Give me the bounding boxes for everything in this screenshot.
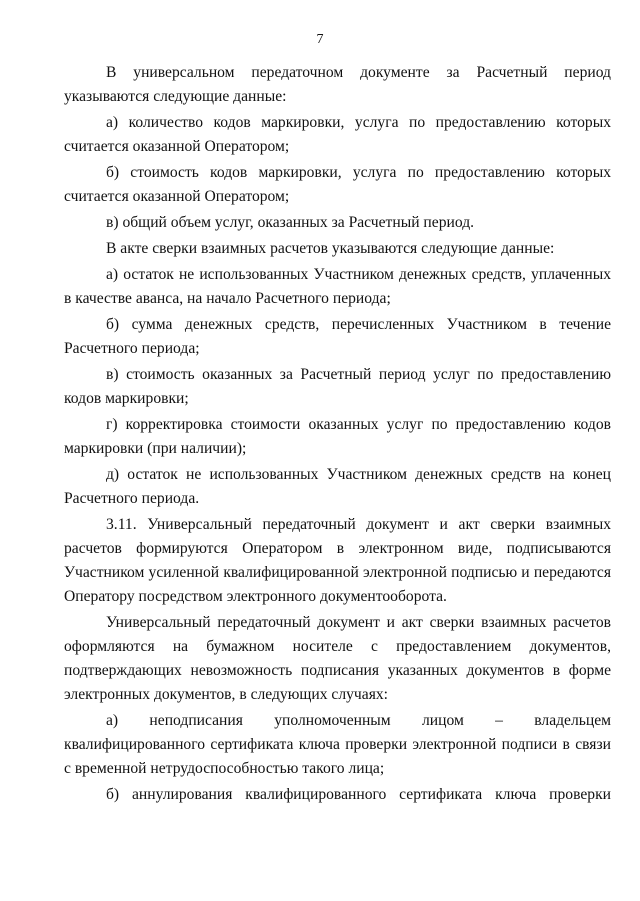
paragraph-clause-3-11: 3.11. Универсальный передаточный документ и акт сверки взаимных расчетов формируются Оператором в электронном виде, подписываются Участником усиленной квалифицированной электронной подписью и передаются Оператору посредством электронного документооборота. xyxy=(64,516,611,605)
paragraph-paper-form-item-a: а) неподписания уполномоченным лицом – владельцем квалифицированного сертификата ключа проверки электронной подписи в связи с временной нетрудоспособностью такого лица; xyxy=(64,712,611,777)
document-body xyxy=(64,61,611,807)
paragraph-reconciliation-item-d: д) остаток не использованных Участником денежных средств на конец Расчетного периода. xyxy=(64,466,611,507)
paragraph-upd-item-a: а) количество кодов маркировки, услуга по предоставлению которых считается оказанной Оператором; xyxy=(64,114,611,155)
page-number: 7 xyxy=(316,32,324,47)
paragraph-upd-item-b: б) стоимость кодов маркировки, услуга по предоставлению которых считается оказанной Оператором; xyxy=(64,164,611,205)
paragraph-reconciliation-item-g: г) корректировка стоимости оказанных услуг по предоставлению кодов маркировки (при наличии); xyxy=(64,416,611,457)
paragraph-reconciliation-item-a: а) остаток не использованных Участником денежных средств, уплаченных в качестве аванса, на начало Расчетного периода; xyxy=(64,266,611,307)
paragraph-upd-item-v: в) общий объем услуг, оказанных за Расчетный период. xyxy=(106,214,475,231)
paragraph-paper-form-intro: Универсальный передаточный документ и акт сверки взаимных расчетов оформляются на бумажном носителе с предоставлением документов, подтверждающих невозможность подписания указанных документов в форме электронных документов, в следующих случаях: xyxy=(64,614,611,703)
paragraph-reconciliation-item-b: б) сумма денежных средств, перечисленных Участником в течение Расчетного периода; xyxy=(64,316,611,357)
paragraph-upd-intro: В универсальном передаточном документе за Расчетный период указываются следующие данные: xyxy=(64,64,611,105)
paragraph-reconciliation-item-v: в) стоимость оказанных за Расчетный период услуг по предоставлению кодов маркировки; xyxy=(64,366,611,407)
paragraph-paper-form-item-b: б) аннулирования квалифицированного сертификата ключа проверки xyxy=(106,786,611,803)
paragraph-reconciliation-intro: В акте сверки взаимных расчетов указываются следующие данные: xyxy=(106,240,555,257)
